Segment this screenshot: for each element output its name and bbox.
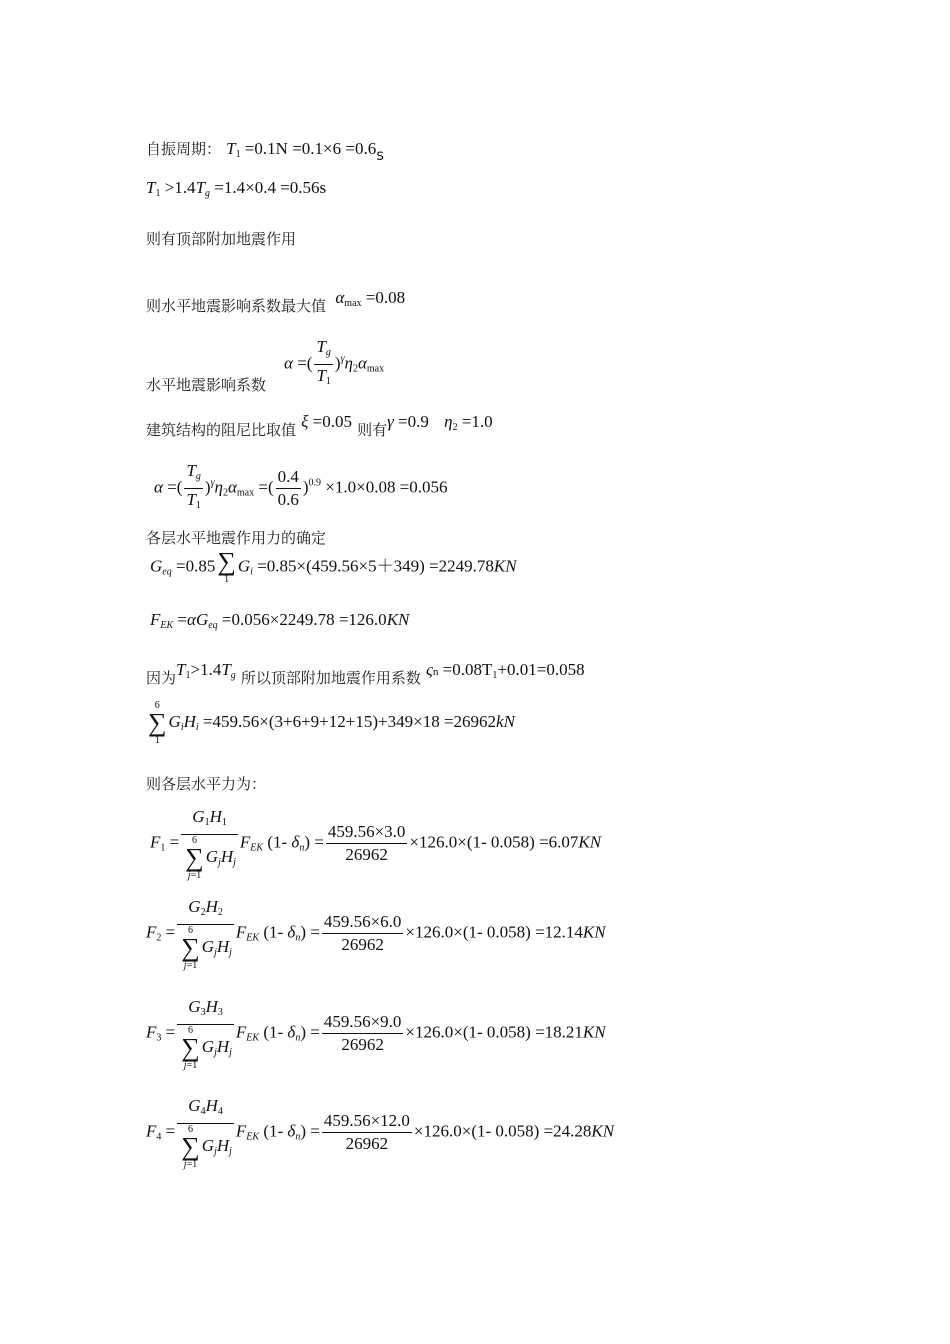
period-label: 自振周期： (146, 140, 222, 158)
alpha-calc-num: 0.4 (276, 466, 301, 489)
force-den: 26962 (341, 1035, 384, 1054)
force-den: 26962 (341, 935, 384, 954)
alpha-calc-tail: ×1.0×0.08 =0.056 (325, 477, 448, 497)
t1-equation: $T_1 =0.1N =0.1\times 6 =0.6$ (226, 139, 377, 160)
force-num: 459.56×9.0 (322, 1011, 404, 1034)
alpha-calc-line: α =( $\frac{T_g}{T_1}$ )$^\gamma\eta_2\alpha_{max}$ =( $\frac{0.4}{0.6}$ )$^{0.9}$ ×1.0×0.08 =0.056 (154, 461, 448, 511)
delta-n-eq: $\varsigma n =0.08T_1+0.01=0.058$ (426, 660, 585, 681)
xi-eq: ξ =0.05 (301, 412, 352, 431)
fek-unit: KN (386, 610, 410, 629)
force-unit: KN (582, 922, 606, 942)
sum-gh-unit: kN (496, 711, 515, 731)
geq-line: $G_{eq} =0.85$ ∑ 1 $G_i =0.85\times(459.56\times 5+349) =2249.78KN$ (150, 547, 517, 585)
alpha-max-label: 则水平地震影响系数最大值 (146, 297, 327, 315)
each-floor-label: 则各层水平力为： (146, 775, 267, 793)
alpha-calc-exp: 0.9 (308, 477, 322, 489)
force-tail: ×126.0×(1- 0.058) =12.14 (405, 922, 583, 942)
because-label: 因为 (146, 669, 177, 687)
force-unit: KN (578, 832, 602, 852)
eta2-eq: $\eta_2 =1.0$ (444, 412, 493, 433)
floor-force-label: 各层水平地震作用力的确定 (146, 529, 327, 547)
force-num: 459.56×6.0 (322, 911, 404, 934)
force-unit: KN (582, 1022, 606, 1042)
alpha-max-eq: $\alpha_{max} =0.08$ (335, 288, 406, 309)
force-tail: ×126.0×(1- 0.058) =18.21 (405, 1022, 583, 1042)
fek-rhs: =0.056×2249.78 =126.0 (221, 610, 387, 629)
force-unit: KN (591, 1121, 615, 1141)
period-line (146, 138, 384, 164)
force-num: 459.56×12.0 (322, 1110, 412, 1133)
alpha-formula: α =( $\frac{T_g}{T_1}$ )$^\gamma\eta_2\alpha_{max}$ (284, 337, 385, 387)
geq-unit: KN (493, 556, 517, 576)
force-num: 459.56×3.0 (326, 821, 408, 844)
t1-gt-tg: $T_1>1.4T_g$ (176, 660, 236, 681)
damping-line (146, 412, 493, 440)
force-tail: ×126.0×(1- 0.058) =6.07 (409, 832, 579, 852)
because-line (146, 660, 585, 688)
sum-gh-rhs: =459.56×(3+6+9+12+15)+349×18 =26962 (202, 711, 497, 731)
t1-compare-rhs: =1.4×0.4 =0.56s (214, 178, 327, 197)
damping-label: 建筑结构的阻尼比取值 (146, 421, 297, 439)
force-equation: $F_1$ = $G_1H_1$ 6 ∑ j=1 $G_jH_j$ $F_{EK}$ (1- $\delta_n$) = $\frac{459.56\times 3.0}{26962}$ ×126.0×(1- 0.058) =6.07KN (150, 807, 602, 881)
top-additional-text: 则有顶部附加地震作用 (146, 230, 297, 248)
t1-unit: s (376, 146, 385, 164)
so-coef-label: 所以顶部附加地震作用系数 (240, 669, 421, 687)
force-den: 26962 (345, 1134, 389, 1153)
force-equation: $F_2$ = $G_2H_2$ 6 ∑ j=1 $G_jH_j$ $F_{EK}$ (1- $\delta_n$) = $\frac{459.56\times 6.0}{26962}$ ×126.0×(1- 0.058) =12.14KN (146, 897, 606, 971)
gamma-eq: γ =0.9 (387, 412, 429, 431)
fek-line: $F_{EK} =\alpha G_{eq} =0.056\times 2249.78 =126.0KN$ (150, 610, 410, 631)
force-equation: $F_3$ = $G_3H_3$ 6 ∑ j=1 $G_jH_j$ $F_{EK}$ (1- $\delta_n$) = $\frac{459.56\times 9.0}{26962}$ ×126.0×(1- 0.058) =18.21KN (146, 997, 606, 1071)
geq-rhs: =0.85×(459.56×5＋349) =2249.78 (257, 556, 494, 576)
force-den: 26962 (345, 845, 388, 864)
force-equation: $F_4$ = $G_4H_4$ 6 ∑ j=1 $G_jH_j$ $F_{EK}$ (1- $\delta_n$) = $\frac{459.56\times 12.0}{26962}$ ×126.0×(1- 0.058) =24.28KN (146, 1096, 615, 1170)
force-tail: ×126.0×(1- 0.058) =24.28 (413, 1121, 592, 1141)
alpha-calc-den: 0.6 (277, 490, 299, 509)
t1-compare-line: $T_1 >1.4T_g =1.4\times 0.4 =0.56s$ (146, 178, 327, 199)
alpha-label: 水平地震影响系数 (146, 376, 267, 394)
then-have-label: 则有 (357, 421, 388, 439)
sum-gh-line: 6 ∑ 1 $G_iH_i =459.56\times(3+6+9+12+15)+349\times 18 =26962kN$ (148, 700, 515, 746)
alpha-max-line (146, 288, 405, 316)
